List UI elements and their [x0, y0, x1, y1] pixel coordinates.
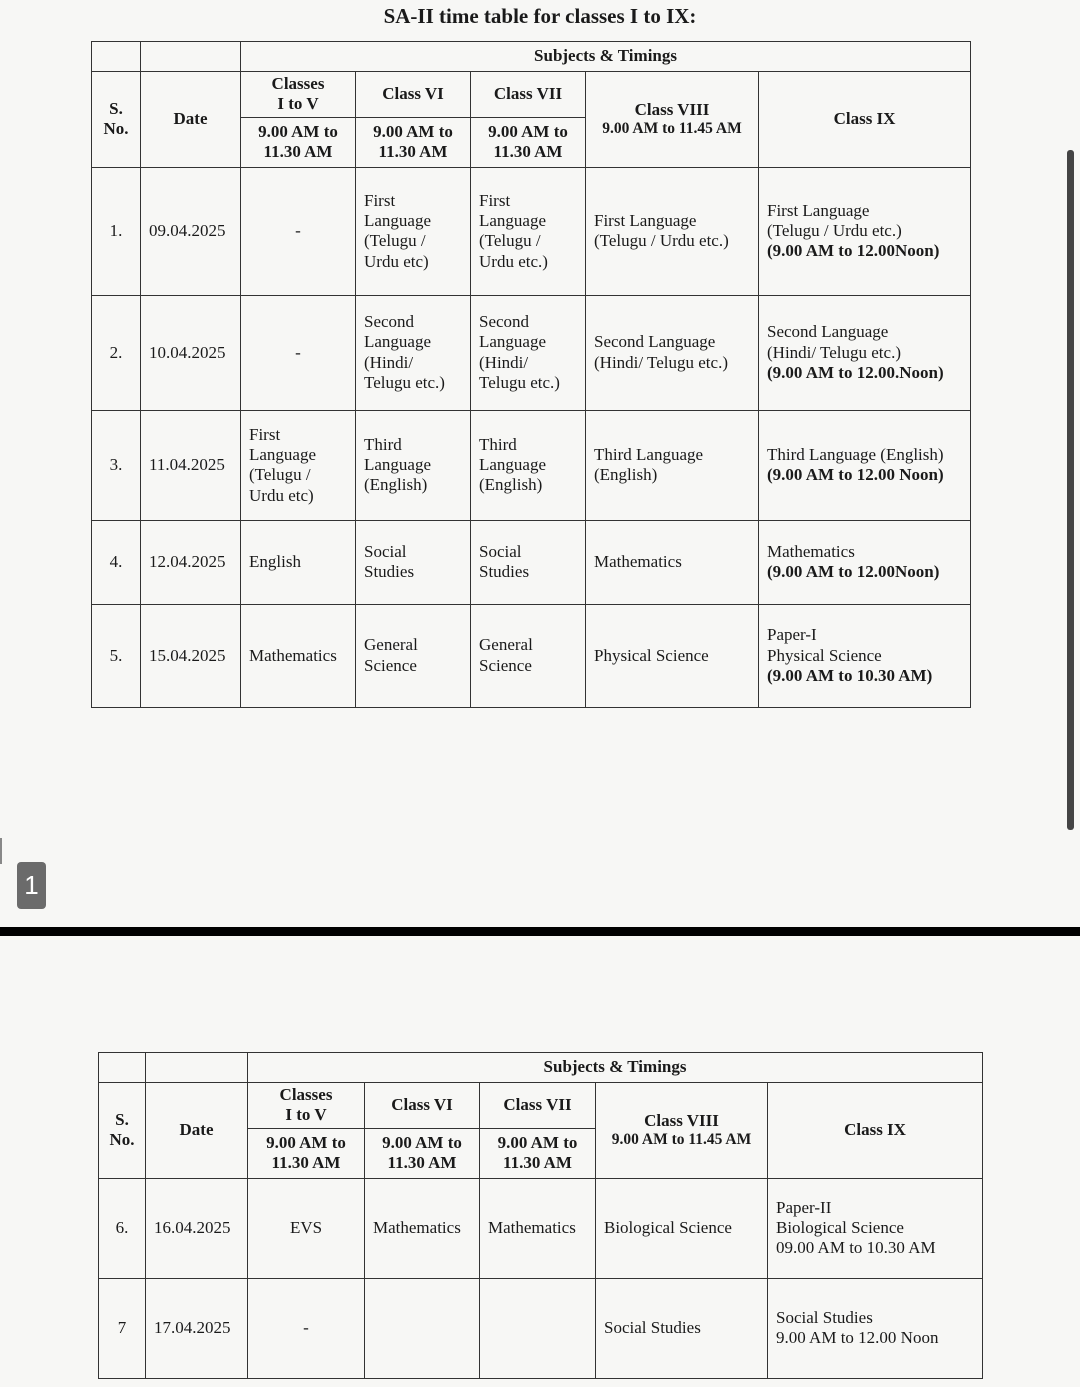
date-cell: 12.04.2025	[141, 520, 241, 604]
class-viii-cell: Social Studies	[596, 1278, 768, 1378]
sno-cell: 3.	[92, 410, 141, 520]
class-vi-header: Class VI	[365, 1083, 480, 1129]
date-cell: 15.04.2025	[141, 604, 241, 707]
classes-i-to-v-cell: EVS	[248, 1178, 365, 1278]
date-cell: 09.04.2025	[141, 167, 241, 295]
class-vi-time: 9.00 AM to 11.30 AM	[365, 1128, 480, 1178]
classes-i-to-v-cell: First Language (Telugu / Urdu etc)	[241, 410, 356, 520]
class-ix-cell	[759, 604, 971, 707]
sno-cell: 7	[99, 1278, 146, 1378]
sno-cell: 4.	[92, 520, 141, 604]
class-vii-cell: Social Studies	[471, 520, 586, 604]
class-vii-time: 9.00 AM to 11.30 AM	[471, 117, 586, 167]
class-vii-cell: Mathematics	[480, 1178, 596, 1278]
date-cell: 17.04.2025	[146, 1278, 248, 1378]
class-vii-time: 9.00 AM to 11.30 AM	[480, 1128, 596, 1178]
class-viii-time: 9.00 AM to 11.45 AM	[602, 120, 742, 138]
class-vi-cell	[365, 1278, 480, 1378]
header-blank-cell	[146, 1053, 248, 1083]
class-ix-time: (9.00 AM to 12.00Noon)	[767, 562, 940, 582]
page-number-badge: 1	[17, 862, 46, 909]
subjects-timings-header: Subjects & Timings	[248, 1053, 983, 1083]
class-viii-cell: First Language (Telugu / Urdu etc.)	[586, 167, 759, 295]
class-ix-cell: Social Studies 9.00 AM to 12.00 Noon	[768, 1278, 983, 1378]
classes-i-to-v-cell: Mathematics	[241, 604, 356, 707]
date-cell: 11.04.2025	[141, 410, 241, 520]
table-row	[99, 1178, 983, 1278]
header-blank-cell	[99, 1053, 146, 1083]
class-ix-time: (9.00 AM to 12.00Noon)	[767, 241, 940, 261]
class-ix-subject: Third Language (English)	[767, 444, 944, 464]
classes-i-to-v-cell: -	[241, 167, 356, 295]
class-ix-subject: Paper-I Physical Science	[767, 625, 882, 665]
class-vi-header: Class VI	[356, 72, 471, 118]
date-header: Date	[146, 1083, 248, 1179]
class-viii-cell: Second Language (Hindi/ Telugu etc.)	[586, 295, 759, 410]
class-viii-header: Class VIII	[634, 99, 710, 119]
class-ix-time: (9.00 AM to 12.00 Noon)	[767, 465, 944, 485]
classes-i-to-v-cell: -	[248, 1278, 365, 1378]
class-vii-cell: First Language (Telugu / Urdu etc.)	[471, 167, 586, 295]
class-viii-cell: Physical Science	[586, 604, 759, 707]
class-viii-header-cell	[596, 1083, 768, 1179]
class-vi-cell: General Science	[356, 604, 471, 707]
class-ix-time: (9.00 AM to 12.00.Noon)	[767, 362, 944, 382]
sno-cell: 5.	[92, 604, 141, 707]
timetable-page-2	[98, 1052, 983, 1379]
classes-i-to-v-cell: English	[241, 520, 356, 604]
class-vii-cell: Third Language (English)	[471, 410, 586, 520]
page-title: SA-II time table for classes I to IX:	[383, 4, 697, 28]
table-row	[99, 1278, 983, 1378]
sno-cell: 2.	[92, 295, 141, 410]
table-row	[92, 410, 971, 520]
page-separator	[0, 927, 1080, 936]
class-vi-cell: Second Language (Hindi/ Telugu etc.)	[356, 295, 471, 410]
page-edge-marker	[0, 838, 2, 864]
timetable-page-1	[91, 41, 971, 708]
class-viii-cell: Mathematics	[586, 520, 759, 604]
table-row	[92, 167, 971, 295]
class-ix-header: Class IX	[759, 72, 971, 168]
scrollbar[interactable]	[1067, 150, 1074, 830]
class-vi-cell: Mathematics	[365, 1178, 480, 1278]
date-cell: 10.04.2025	[141, 295, 241, 410]
class-ix-time: (9.00 AM to 10.30 AM)	[767, 665, 933, 685]
class-viii-time: 9.00 AM to 11.45 AM	[611, 1131, 752, 1149]
table-row	[92, 520, 971, 604]
class-vii-cell	[480, 1278, 596, 1378]
classes-i-to-v-header: Classes I to V	[248, 1083, 365, 1129]
subjects-timings-header: Subjects & Timings	[241, 42, 971, 72]
class-vii-header: Class VII	[480, 1083, 596, 1129]
class-vii-cell: Second Language (Hindi/ Telugu etc.)	[471, 295, 586, 410]
sno-cell: 1.	[92, 167, 141, 295]
classes-i-to-v-header: Classes I to V	[241, 72, 356, 118]
sno-cell: 6.	[99, 1178, 146, 1278]
classes-i-to-v-cell: -	[241, 295, 356, 410]
date-cell: 16.04.2025	[146, 1178, 248, 1278]
class-ix-cell	[759, 520, 971, 604]
class-vii-cell: General Science	[471, 604, 586, 707]
class-ix-subject: Second Language (Hindi/ Telugu etc.)	[767, 322, 901, 362]
header-blank-cell	[92, 42, 141, 72]
class-ix-subject: First Language (Telugu / Urdu etc.)	[767, 200, 902, 241]
class-viii-header-cell	[586, 72, 759, 168]
table-row	[92, 604, 971, 707]
header-blank-cell	[141, 42, 241, 72]
class-vi-cell: Social Studies	[356, 520, 471, 604]
classes-i-to-v-time: 9.00 AM to 11.30 AM	[248, 1128, 365, 1178]
class-ix-cell: Paper-II Biological Science 09.00 AM to 10.30 AM	[768, 1178, 983, 1278]
class-vi-cell: Third Language (English)	[356, 410, 471, 520]
class-ix-cell	[759, 295, 971, 410]
class-ix-header: Class IX	[768, 1083, 983, 1179]
class-viii-header: Class VIII	[644, 1110, 719, 1130]
class-viii-cell: Third Language (English)	[586, 410, 759, 520]
date-header: Date	[141, 72, 241, 168]
class-vi-time: 9.00 AM to 11.30 AM	[356, 117, 471, 167]
class-vii-header: Class VII	[471, 72, 586, 118]
sno-header: S. No.	[92, 72, 141, 168]
table-row	[92, 295, 971, 410]
classes-i-to-v-time: 9.00 AM to 11.30 AM	[241, 117, 356, 167]
class-ix-cell	[759, 410, 971, 520]
class-ix-cell	[759, 167, 971, 295]
sno-header: S. No.	[99, 1083, 146, 1179]
class-ix-subject: Mathematics	[767, 541, 855, 561]
class-viii-cell: Biological Science	[596, 1178, 768, 1278]
class-vi-cell: First Language (Telugu / Urdu etc)	[356, 167, 471, 295]
